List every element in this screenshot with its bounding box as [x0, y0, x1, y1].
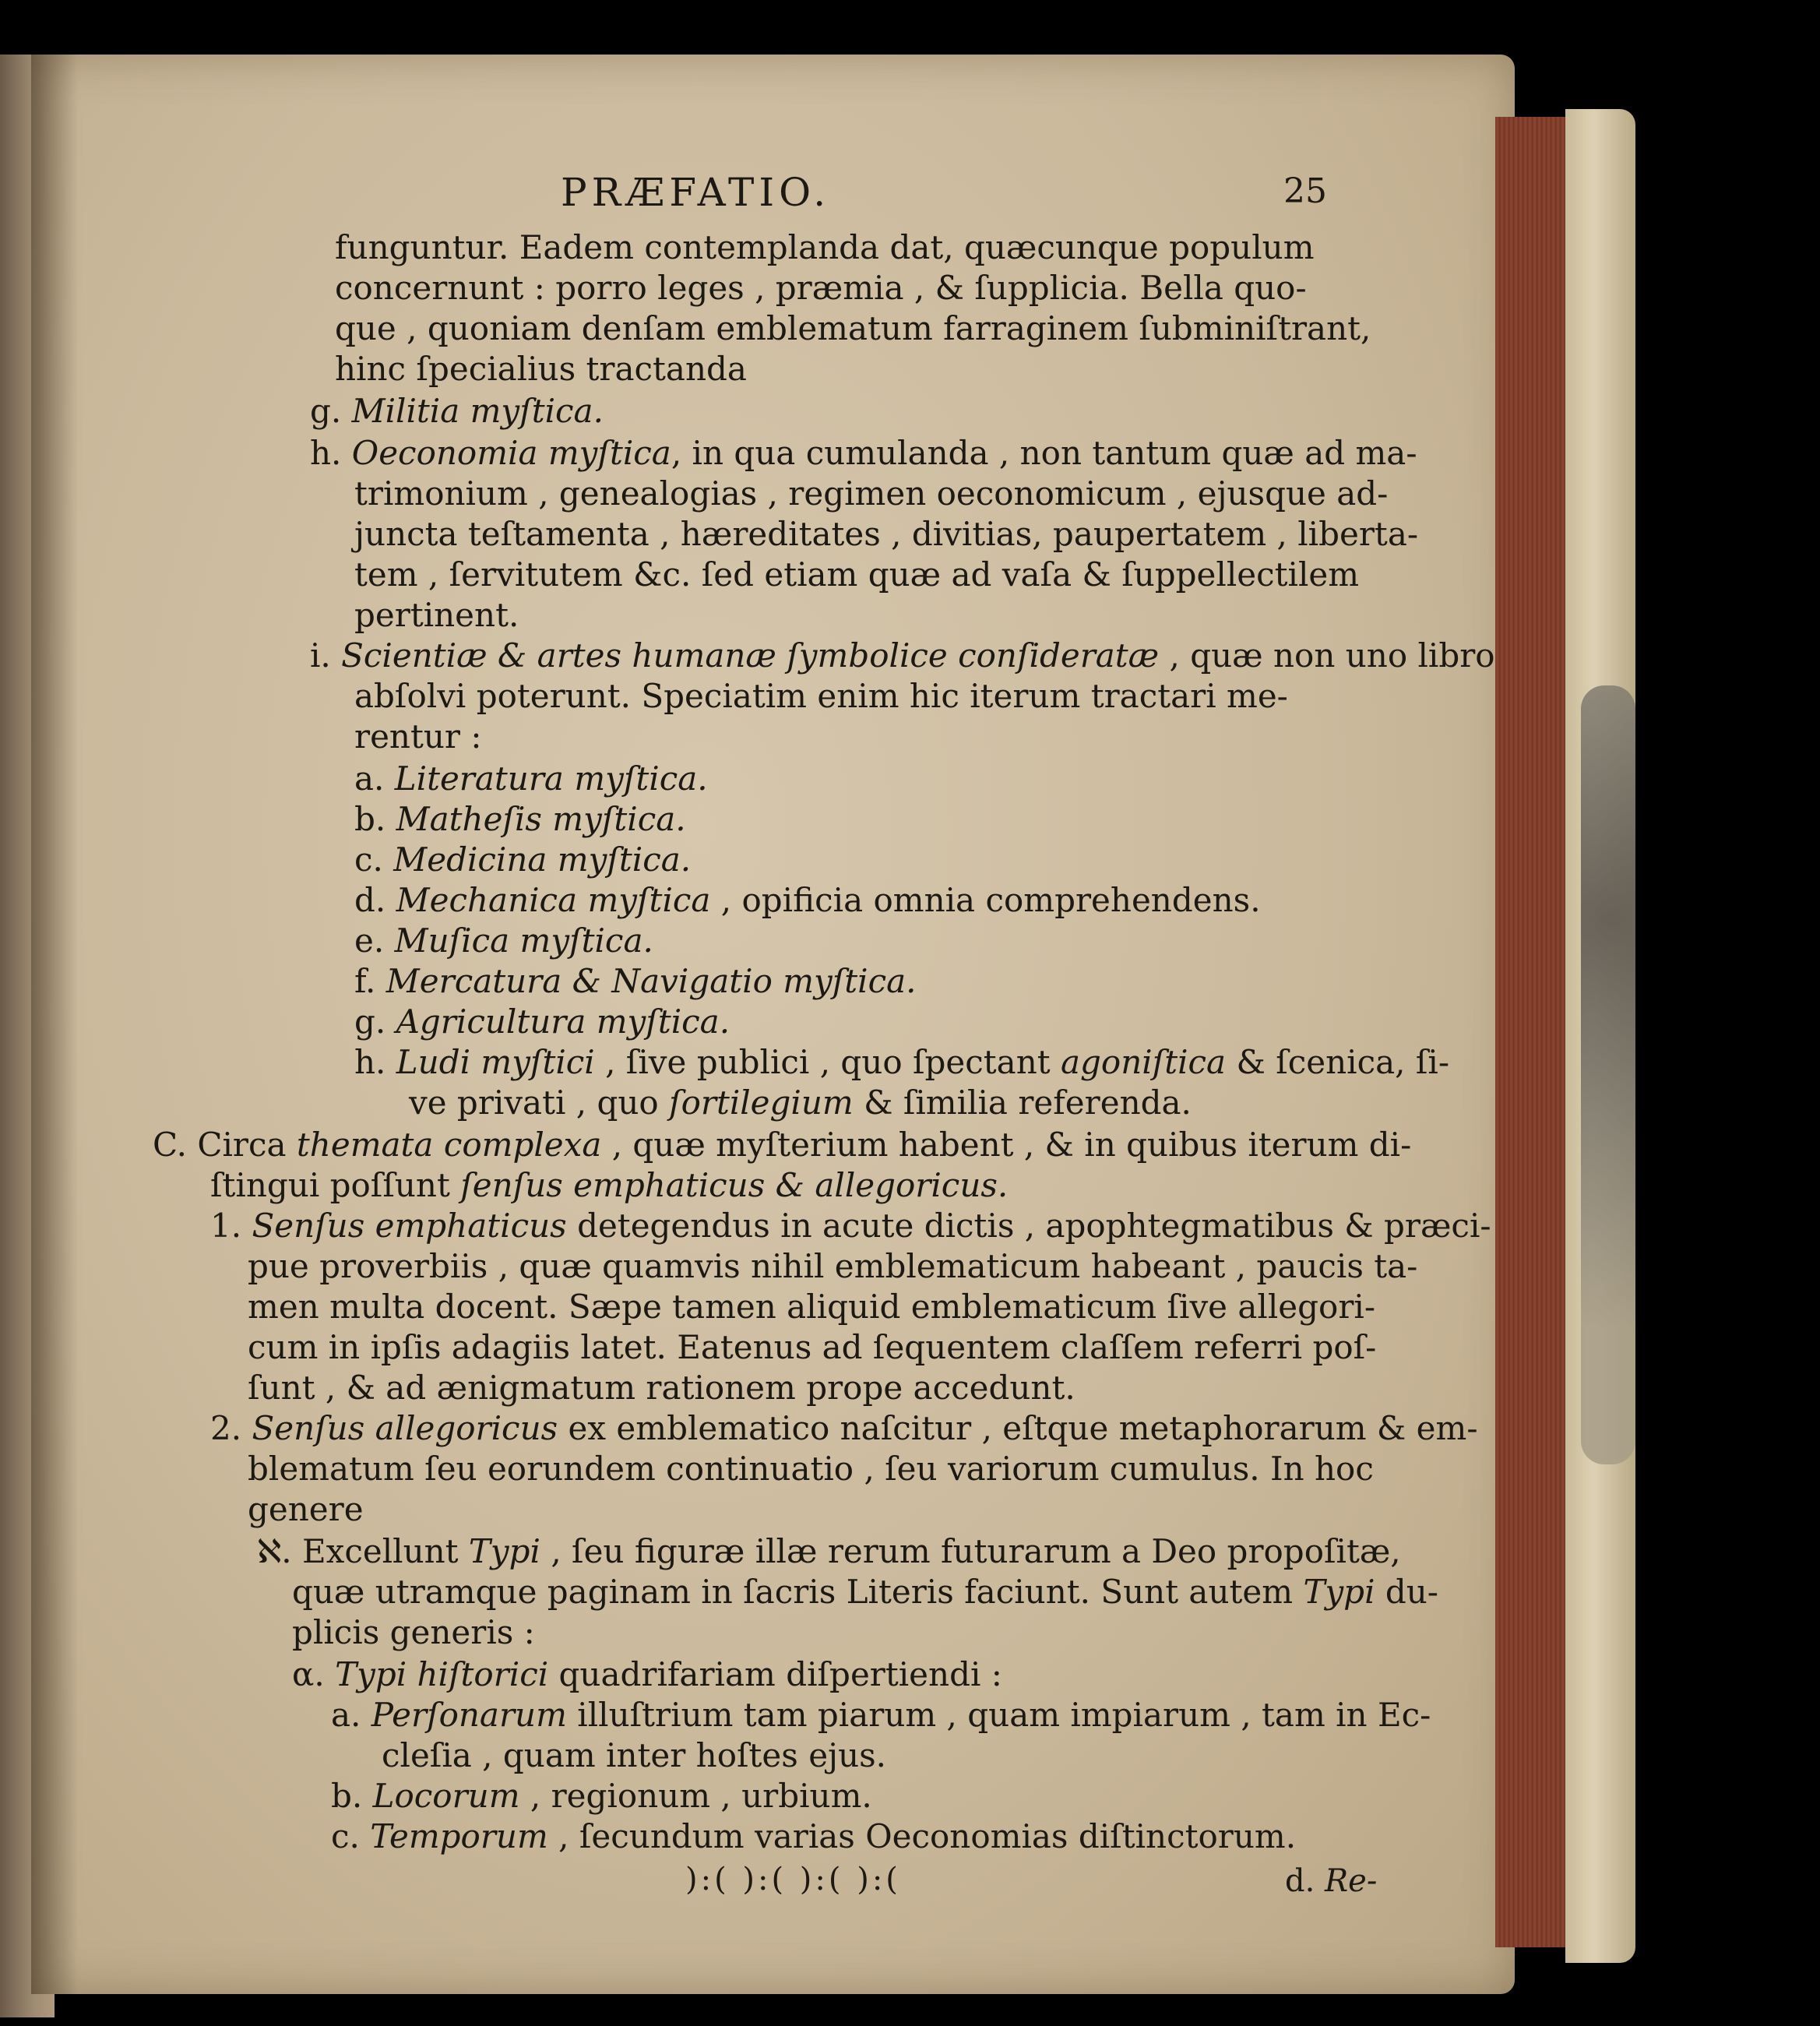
text-segment: hinc ſpecialius tractanda	[335, 350, 747, 388]
text-segment: b.	[331, 1777, 373, 1815]
italic-segment: Perſonarum	[371, 1696, 567, 1734]
italic-segment: Senſus emphaticus	[252, 1207, 567, 1245]
text-line	[331, 1816, 1296, 1857]
catchword-italic: Re-	[1325, 1863, 1378, 1899]
text-segment: funguntur. Eadem contemplanda dat, quæcunque populum	[335, 228, 1315, 266]
catchword	[1285, 1863, 1377, 1899]
italic-segment: Literatura myſtica.	[394, 759, 708, 798]
text-line	[354, 961, 917, 1002]
text-line	[331, 1695, 1431, 1735]
text-segment: c.	[331, 1817, 371, 1855]
text-segment: cum in ipſis adagiis latet. Eatenus ad ſequentem claſſem referri poſ-	[248, 1328, 1377, 1366]
italic-segment: Typi	[1303, 1573, 1375, 1611]
signature-mark: ):( ):( ):( ):(	[685, 1862, 901, 1897]
italic-segment: Typi	[468, 1532, 540, 1570]
text-segment: genere	[248, 1490, 364, 1528]
text-segment: cleſia , quam inter hoſtes ejus.	[382, 1736, 887, 1774]
text-line	[310, 636, 1495, 676]
text-segment: detegendus in acute dictis , apophtegmatibus & præci-	[566, 1207, 1491, 1245]
text-line	[335, 268, 1307, 308]
text-segment: quæ utramque paginam in ſacris Literis faciunt. Sunt autem	[292, 1573, 1304, 1611]
text-line	[354, 1002, 730, 1042]
text-segment: a.	[331, 1696, 371, 1734]
text-line	[354, 880, 1261, 921]
text-segment: ſunt , & ad ænigmatum rationem prope accedunt.	[248, 1369, 1075, 1407]
text-line	[310, 391, 604, 432]
italic-segment: Agricultura myſtica.	[396, 1002, 730, 1041]
text-segment: , quæ non uno libro	[1159, 636, 1495, 675]
italic-segment: Scientiæ & artes humanæ ſymbolice conſideratæ	[341, 636, 1160, 675]
text-segment: , ſeu figuræ illæ rerum futurarum a Deo propoſitæ,	[540, 1532, 1401, 1570]
text-segment: g.	[354, 1002, 396, 1041]
italic-segment: Ludi myſtici	[396, 1043, 595, 1081]
text-segment: h.	[354, 1043, 396, 1081]
text-line	[335, 349, 747, 389]
text-segment: tem , ſervitutem &c. ſed etiam quæ ad vaſa & ſuppellectilem	[354, 555, 1360, 594]
text-line	[331, 1776, 872, 1816]
text-segment: juncta teſtamenta , hæreditates , divitias, paupertatem , liberta-	[354, 515, 1419, 553]
text-line	[257, 1531, 1401, 1572]
text-line	[292, 1572, 1438, 1612]
italic-segment: agoniſtica	[1060, 1043, 1227, 1081]
text-segment: , in qua cumulanda , non tantum quæ ad ma-	[671, 434, 1417, 472]
text-segment: α.	[292, 1655, 336, 1693]
text-line	[354, 595, 519, 636]
text-line	[409, 1083, 1192, 1123]
text-line	[354, 717, 482, 757]
catchword-plain: d.	[1285, 1863, 1325, 1899]
cover-marbling	[1581, 685, 1635, 1464]
text-segment: plicis generis :	[292, 1613, 535, 1651]
text-line	[354, 514, 1418, 555]
text-segment: pertinent.	[354, 596, 519, 634]
italic-segment: Mechanica myſtica	[396, 881, 711, 919]
text-line	[248, 1449, 1374, 1489]
text-segment: , opificia omnia comprehendens.	[710, 881, 1261, 919]
text-segment: quadrifariam diſpertiendi :	[548, 1655, 1002, 1693]
text-segment: c.	[354, 840, 394, 879]
text-segment: ve privati , quo	[409, 1083, 670, 1122]
text-line	[354, 555, 1359, 595]
text-line	[354, 799, 686, 840]
text-segment: que , quoniam denſam emblematum farraginem ſubminiſtrant,	[335, 309, 1371, 347]
text-segment: ex emblematico naſcitur , eſtque metaphorarum & em-	[558, 1409, 1478, 1447]
text-line	[248, 1327, 1376, 1368]
text-segment: ſtingui poſſunt	[210, 1166, 461, 1204]
italic-segment: Medicina myſtica.	[393, 840, 692, 879]
page-gutter-shadow	[31, 55, 78, 1994]
italic-segment: Temporum	[370, 1817, 548, 1855]
italic-segment: ſortilegium	[669, 1083, 854, 1122]
text-line	[354, 676, 1288, 717]
text-line	[382, 1735, 886, 1776]
text-line	[335, 227, 1315, 268]
italic-segment: themata complexa	[296, 1126, 602, 1164]
text-line	[292, 1612, 535, 1653]
text-line	[248, 1246, 1417, 1287]
text-segment: , ſive publici , quo ſpectant	[594, 1043, 1061, 1081]
text-line	[210, 1206, 1491, 1246]
text-segment: i.	[310, 636, 342, 675]
text-segment: , ſecundum varias Oeconomias diſtinctorum.	[547, 1817, 1297, 1855]
text-segment: & ſcenica, ſi-	[1226, 1043, 1450, 1081]
text-line	[248, 1287, 1375, 1327]
text-line	[354, 1042, 1449, 1083]
italic-segment: Muſica myſtica.	[394, 921, 653, 960]
running-head: PRÆFATIO.	[561, 170, 831, 215]
italic-segment: Matheſis myſtica.	[396, 800, 686, 838]
text-segment: ℵ. Excellunt	[257, 1532, 469, 1570]
text-line	[292, 1654, 1002, 1695]
text-segment: blematum ſeu eorundem continuatio , ſeu variorum cumulus. In hoc	[248, 1450, 1374, 1488]
text-segment: du-	[1375, 1573, 1438, 1611]
text-line	[248, 1368, 1075, 1408]
italic-segment: Oeconomia myſtica	[351, 434, 671, 472]
text-segment: g.	[310, 392, 352, 430]
text-segment: a.	[354, 759, 395, 798]
text-segment: e.	[354, 921, 395, 960]
page-number: 25	[1283, 171, 1327, 211]
text-segment: & ſimilia referenda.	[853, 1083, 1192, 1122]
text-segment: men multa docent. Sæpe tamen aliquid emblematicum ſive allegori-	[248, 1288, 1376, 1326]
italic-segment: Mercatura & Navigatio myſtica.	[385, 962, 917, 1000]
text-line	[210, 1165, 1008, 1206]
italic-segment: Militia myſtica.	[351, 392, 604, 430]
text-line	[248, 1489, 364, 1530]
text-segment: b.	[354, 800, 396, 838]
text-line	[210, 1408, 1478, 1449]
text-segment: abſolvi poterunt. Speciatim enim hic iterum tractari me-	[354, 677, 1288, 715]
text-line	[153, 1125, 1411, 1165]
text-segment: , quæ myſterium habent , & in quibus iterum di-	[601, 1126, 1412, 1164]
italic-segment: ſenſus emphaticus & allegoricus.	[460, 1166, 1009, 1204]
text-segment: pue proverbiis , quæ quamvis nihil emblematicum habeant , paucis ta-	[248, 1247, 1418, 1285]
italic-segment: Locorum	[372, 1777, 520, 1815]
italic-segment: Typi hiſtorici	[335, 1655, 549, 1693]
text-line	[354, 840, 691, 880]
text-line	[335, 308, 1371, 349]
text-segment: 1.	[210, 1207, 252, 1245]
text-segment: 2.	[210, 1409, 252, 1447]
text-segment: h.	[310, 434, 352, 472]
text-segment: illuſtrium tam piarum , quam impiarum , tam in Ec-	[566, 1696, 1431, 1734]
text-segment: concernunt : porro leges , præmia , & ſupplicia. Bella quo-	[335, 269, 1307, 307]
italic-segment: Senſus allegoricus	[252, 1409, 558, 1447]
text-line	[354, 921, 653, 961]
text-segment: rentur :	[354, 717, 482, 756]
text-line	[310, 433, 1417, 474]
text-segment: d.	[354, 881, 396, 919]
text-line	[354, 759, 708, 799]
text-segment: , regionum , urbium.	[519, 1777, 872, 1815]
text-segment: trimonium , genealogias , regimen oeconomicum , ejusque ad-	[354, 474, 1389, 513]
text-segment: C. Circa	[153, 1126, 297, 1164]
text-line	[354, 474, 1388, 514]
text-segment: f.	[354, 962, 386, 1000]
